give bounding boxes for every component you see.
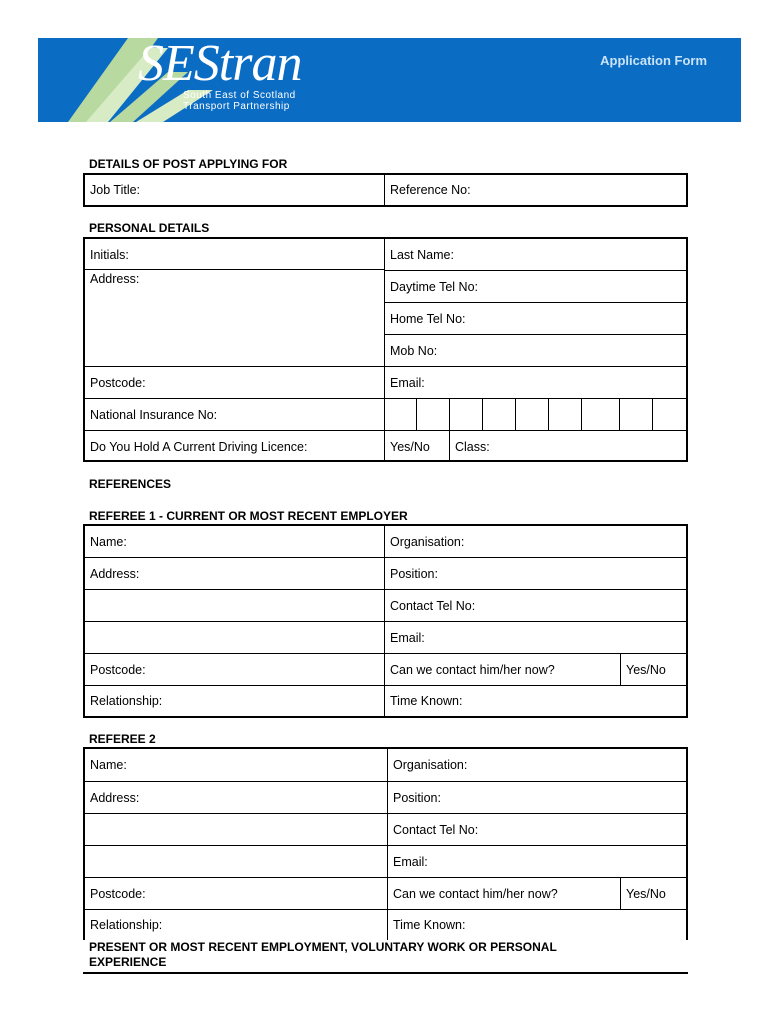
referee2-position-label: Position: [393, 790, 441, 805]
post-table [83, 173, 688, 207]
referee2-row [85, 909, 686, 940]
referee1-contact-now-label-cell [385, 654, 620, 685]
personal-heading: PERSONAL DETAILS [89, 221, 210, 235]
employment-heading [89, 940, 557, 970]
logo-subtitle-line-2: Transport Partnership [183, 101, 290, 112]
last-name-field[interactable] [385, 239, 686, 271]
address-label: Address: [90, 272, 140, 286]
referee2-row [85, 877, 686, 909]
referee1-name-field[interactable] [85, 526, 384, 557]
post-row [85, 175, 686, 205]
referee2-position-field[interactable] [388, 782, 686, 813]
ni-box[interactable] [516, 399, 548, 430]
home-tel-label: Home Tel No: [390, 311, 466, 326]
referee1-position-label: Position: [390, 566, 438, 581]
mob-field[interactable] [385, 335, 686, 366]
referee1-organisation-field[interactable] [385, 526, 686, 557]
referee1-address-line[interactable] [85, 590, 384, 621]
logo-subtitle-line-1: South East of Scotland [183, 90, 296, 101]
referee2-postcode-label: Postcode: [90, 886, 146, 901]
referee1-relationship-label: Relationship: [90, 694, 163, 708]
employment-section-border [83, 972, 688, 974]
referee1-position-field[interactable] [385, 558, 686, 589]
home-tel-field[interactable] [385, 303, 686, 334]
referee1-organisation-label: Organisation: [390, 534, 465, 549]
daytime-tel-label: Daytime Tel No: [390, 279, 478, 294]
referee2-relationship-label: Relationship: [90, 918, 163, 932]
initials-field[interactable] [85, 239, 384, 271]
header-banner [38, 38, 741, 122]
postcode-label: Postcode: [90, 375, 146, 390]
postcode-field[interactable] [85, 367, 384, 398]
referee1-time-known-field[interactable] [385, 686, 686, 716]
referee2-address-line[interactable] [85, 814, 387, 845]
last-name-row [385, 239, 686, 271]
job-title-label: Job Title: [90, 183, 141, 197]
referee1-contact-now-label: Can we contact him/her now? [390, 662, 555, 677]
referee2-email-label: Email: [393, 854, 428, 869]
licence-row [85, 430, 686, 462]
last-name-label: Last Name: [390, 248, 454, 262]
job-title-field[interactable] [85, 175, 384, 205]
referee1-name-label: Name: [90, 534, 127, 549]
referee1-row [85, 685, 686, 716]
ni-label-cell [85, 399, 384, 430]
referee1-relationship-field[interactable] [85, 686, 384, 716]
ni-box[interactable] [549, 399, 581, 430]
divider [85, 269, 385, 270]
ni-box[interactable] [620, 399, 652, 430]
referee1-email-field[interactable] [385, 622, 686, 653]
referee1-row [85, 653, 686, 685]
ni-box[interactable] [653, 399, 686, 430]
referee2-address-field[interactable] [85, 782, 387, 813]
referee2-yes-no-field[interactable] [621, 878, 686, 909]
referee2-email-field[interactable] [388, 846, 686, 877]
referee1-address-line[interactable] [85, 622, 384, 653]
email-field[interactable] [385, 367, 686, 398]
logo-subtitle [183, 90, 296, 112]
logo-wordmark: SEStran [138, 38, 302, 92]
referee2-address-line[interactable] [85, 846, 387, 877]
referee1-table [83, 524, 688, 718]
ni-box[interactable] [385, 399, 417, 430]
referee2-table [83, 747, 688, 940]
email-label: Email: [390, 375, 425, 390]
referee2-postcode-field[interactable] [85, 878, 387, 909]
personal-table [83, 237, 688, 462]
initials-label: Initials: [90, 248, 129, 262]
referee1-row [85, 557, 686, 589]
referee2-address-label: Address: [90, 790, 140, 805]
licence-label-cell [85, 431, 384, 462]
referee1-contact-tel-field[interactable] [385, 590, 686, 621]
referee2-relationship-field[interactable] [85, 910, 387, 940]
licence-yes-no-field[interactable] [385, 431, 449, 462]
referee1-address-field[interactable] [85, 558, 384, 589]
referee2-time-known-field[interactable] [388, 910, 686, 940]
licence-class-field[interactable] [450, 431, 686, 462]
referee1-row [85, 526, 686, 557]
referee2-contact-now-label-cell [388, 878, 620, 909]
home-tel-row [385, 302, 686, 334]
referee2-row [85, 781, 686, 813]
licence-yes-no-label: Yes/No [390, 439, 430, 454]
mob-row [385, 334, 686, 366]
referee2-name-field[interactable] [85, 749, 387, 781]
postcode-row [85, 366, 686, 398]
referee1-row [85, 589, 686, 621]
referee2-contact-tel-label: Contact Tel No: [393, 822, 479, 837]
referee2-yes-no-label: Yes/No [626, 886, 666, 901]
employment-heading-line-2: EXPERIENCE [89, 955, 167, 969]
mob-label: Mob No: [390, 343, 438, 358]
ni-box[interactable] [582, 399, 619, 430]
referee2-row [85, 749, 686, 781]
daytime-tel-field[interactable] [385, 271, 686, 302]
referee1-postcode-field[interactable] [85, 654, 384, 685]
ni-box[interactable] [450, 399, 482, 430]
referee1-time-known-label: Time Known: [390, 694, 463, 708]
personal-top-block [85, 239, 686, 366]
referee2-organisation-label: Organisation: [393, 758, 468, 772]
address-field[interactable] [85, 269, 384, 289]
ni-box[interactable] [417, 399, 449, 430]
referee1-postcode-label: Postcode: [90, 662, 146, 677]
referee1-contact-tel-label: Contact Tel No: [390, 598, 476, 613]
referee2-heading: REFEREE 2 [89, 732, 156, 746]
daytime-tel-row [385, 270, 686, 302]
referee1-email-label: Email: [390, 630, 425, 645]
reference-no-field[interactable] [385, 175, 686, 205]
referee2-name-label: Name: [90, 758, 127, 772]
employment-heading-line-1: PRESENT OR MOST RECENT EMPLOYMENT, VOLUNTARY WORK OR PERSONAL [89, 940, 557, 954]
referee2-row [85, 813, 686, 845]
referee2-time-known-label: Time Known: [393, 918, 466, 932]
ni-row [85, 398, 686, 430]
referee1-yes-no-label: Yes/No [626, 662, 666, 677]
references-heading: REFERENCES [89, 477, 172, 491]
referee1-yes-no-field[interactable] [621, 654, 686, 685]
referee1-address-label: Address: [90, 566, 140, 581]
reference-no-label: Reference No: [390, 183, 471, 197]
post-heading: DETAILS OF POST APPLYING FOR [89, 157, 288, 171]
form-title: Application Form [600, 53, 707, 68]
ni-box[interactable] [483, 399, 515, 430]
ni-label: National Insurance No: [90, 407, 218, 422]
referee2-organisation-field[interactable] [388, 749, 686, 781]
referee1-row [85, 621, 686, 653]
referee2-row [85, 845, 686, 877]
licence-label: Do You Hold A Current Driving Licence: [90, 439, 308, 454]
licence-class-label: Class: [455, 439, 490, 454]
referee2-contact-tel-field[interactable] [388, 814, 686, 845]
referee1-heading: REFEREE 1 - CURRENT OR MOST RECENT EMPLOYER [89, 509, 408, 523]
referee2-contact-now-label: Can we contact him/her now? [393, 886, 558, 901]
